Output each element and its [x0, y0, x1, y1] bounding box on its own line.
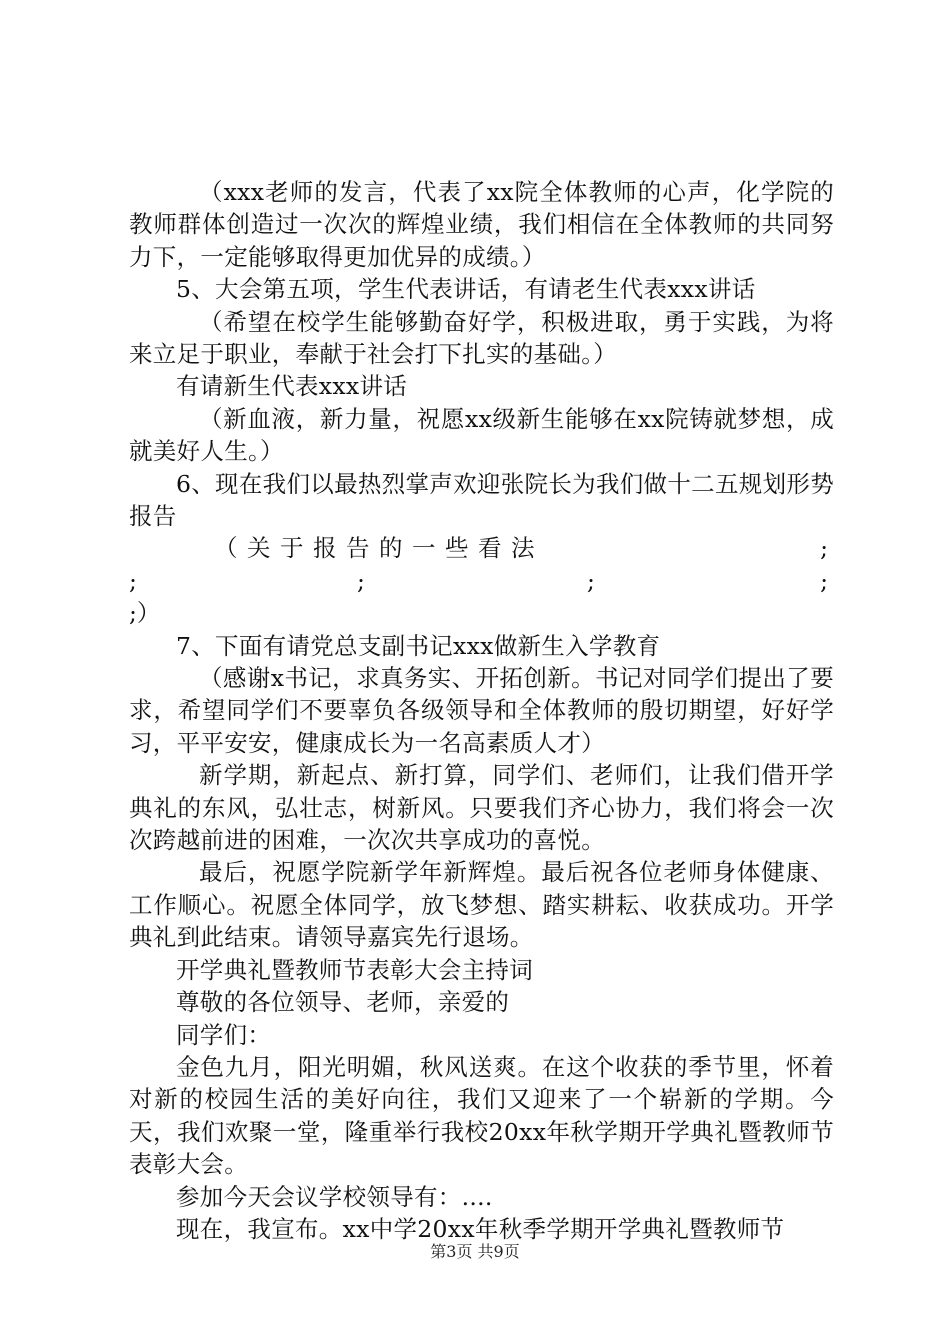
paragraph: 7、下面有请党总支副书记xxx做新生入学教育: [176, 631, 661, 660]
paragraph: 5、大会第五项，学生代表讲话，有请老生代表xxx讲话: [176, 275, 756, 304]
report-notes-separator: ;: [820, 566, 828, 595]
paragraph: （感谢x书记，求真务实、开拓创新。书记对同学们提出了要求，希望同学们不要辜负各级领导和全体教师的殷切期望，好好学习，平平安安，健康成长为一名高素质人才）: [129, 664, 834, 757]
paragraph: 最后，祝愿学院新学年新辉煌。最后祝各位老师身体健康、工作顺心。祝愿全体同学，放飞梦想、踏实耕耘、收获成功。开学典礼到此结束。请领导嘉宾先行退场。: [129, 858, 834, 952]
paragraph: 6、现在我们以最热烈掌声欢迎张院长为我们做十二五规划形势报告: [129, 469, 834, 531]
report-notes-separator: ;: [820, 534, 828, 563]
report-notes-separator: ;: [357, 566, 365, 595]
paragraph: （新血液，新力量，祝愿xx级新生能够在xx院铸就梦想，成就美好人生。）: [129, 404, 834, 466]
paragraph: 尊敬的各位领导、老师，亲爱的: [176, 988, 510, 1017]
page-footer: 第3页 共9页: [430, 1242, 520, 1261]
paragraph: 同学们：: [176, 1020, 272, 1049]
paragraph: （希望在校学生能够勤奋好学，积极进取，勇于实践，为将来立足于职业，奉献于社会打下扎实的基础。）: [129, 307, 834, 369]
paragraph: 新学期，新起点、新打算，同学们、老师们，让我们借开学典礼的东风，弘壮志，树新风。只要我们齐心协力，我们将会一次次跨越前进的困难，一次次共享成功的喜悦。: [129, 761, 834, 855]
paragraph: 金色九月，阳光明媚，秋风送爽。在这个收获的季节里，怀着对新的校园生活的美好向往，我们又迎来了一个崭新的学期。今天，我们欢聚一堂，隆重举行我校20xx年秋学期开学典礼暨教师节表彰大会。: [129, 1052, 834, 1179]
paragraph: 参加今天会议学校领导有：....: [176, 1182, 493, 1211]
report-notes-end: ;）: [129, 599, 161, 628]
paragraph: 有请新生代表xxx讲话: [176, 372, 408, 401]
report-notes-separator: ;: [587, 566, 595, 595]
report-notes-row-3: [129, 597, 834, 629]
report-notes-row-2: [129, 565, 834, 597]
paragraph: （xxx老师的发言，代表了xx院全体教师的心声，化学院的教师群体创造过一次次的辉煌业绩，我们相信在全体教师的共同努力下，一定能够取得更加优异的成绩。）: [129, 178, 834, 271]
report-notes-separator: ;: [129, 566, 137, 595]
paragraph: 开学典礼暨教师节表彰大会主持词: [176, 955, 533, 984]
paragraph: 现在，我宣布。xx中学20xx年秋季学期开学典礼暨教师节: [176, 1214, 785, 1243]
document-body: [129, 176, 834, 1245]
report-notes-row-1: [129, 532, 834, 564]
report-notes-title: （关于报告的一些看法: [214, 534, 544, 563]
